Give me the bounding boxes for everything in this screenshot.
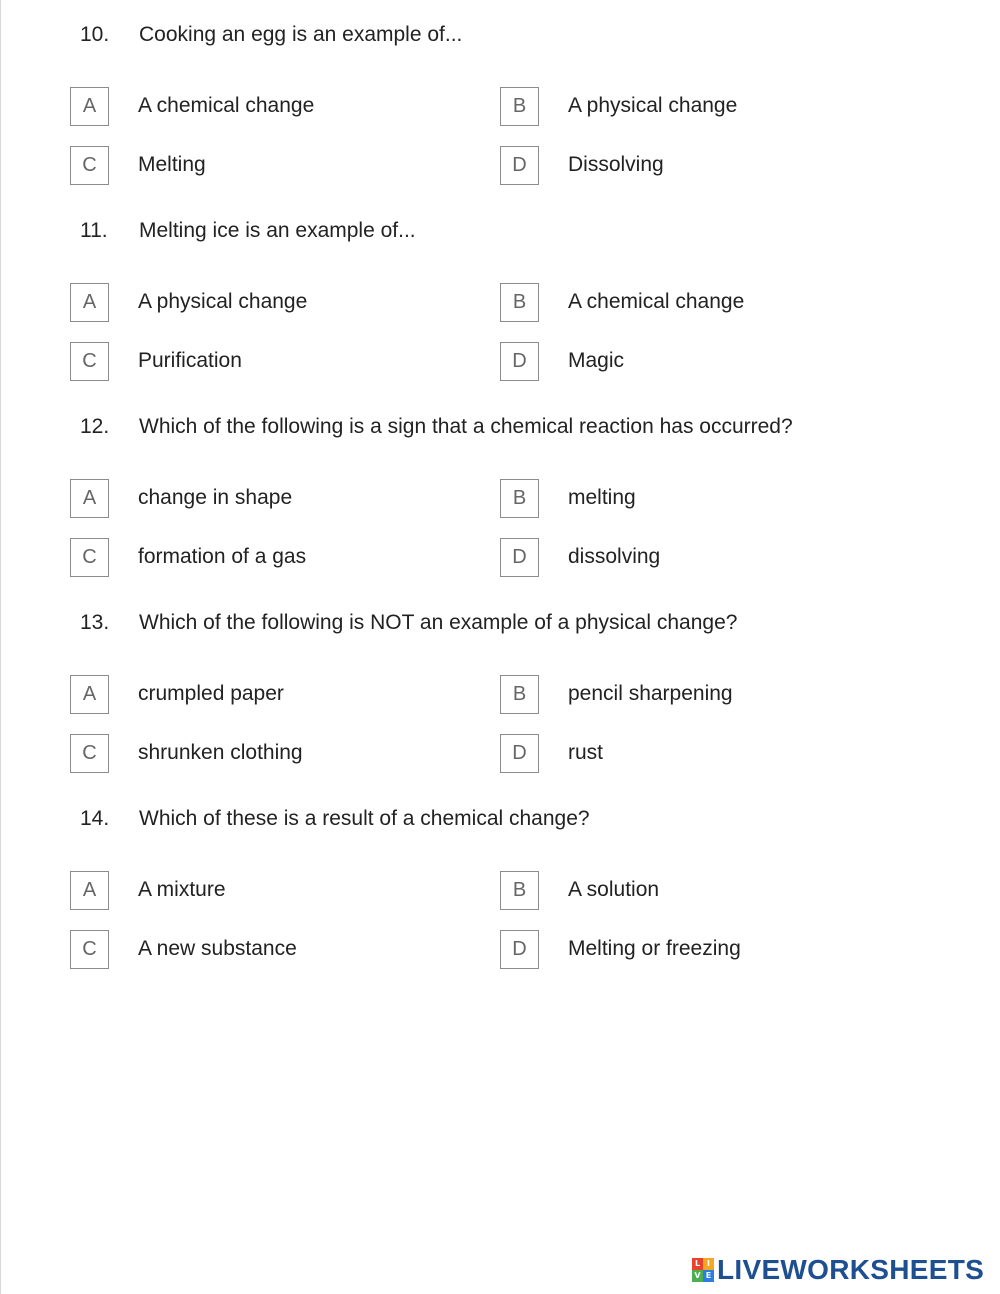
question-block [0, 0, 1000, 196]
question-number: 11. [80, 219, 108, 242]
answer-option [70, 930, 490, 970]
answer-option-text: pencil sharpening [568, 682, 733, 705]
answer-option-text: melting [568, 486, 636, 509]
answer-option-text: Dissolving [568, 153, 664, 176]
answer-option [70, 734, 490, 774]
answer-option [500, 87, 920, 127]
logo-mark-cell: V [692, 1270, 703, 1282]
question-number: 13. [80, 611, 110, 634]
answer-option [500, 538, 920, 578]
answer-option-text: A mixture [138, 878, 226, 901]
answer-choice-box[interactable]: C [70, 930, 109, 969]
answer-option [500, 146, 920, 186]
answer-option-text: dissolving [568, 545, 661, 568]
answer-option-text: A physical change [568, 94, 738, 117]
answer-choice-box[interactable]: A [70, 87, 109, 126]
answer-option [70, 146, 490, 186]
answer-choice-box[interactable]: C [70, 538, 109, 577]
question-number: 10. [80, 23, 110, 46]
answer-choice-box[interactable]: B [500, 871, 539, 910]
question-block [0, 392, 1000, 588]
question-number: 12. [80, 415, 110, 438]
answer-option-text: Purification [138, 349, 242, 372]
answer-choice-box[interactable]: B [500, 283, 539, 322]
answer-option-text: A chemical change [138, 94, 315, 117]
answer-choice-box[interactable]: D [500, 734, 539, 773]
answer-choice-box[interactable]: C [70, 734, 109, 773]
answer-choice-box[interactable]: C [70, 146, 109, 185]
answer-option-text: crumpled paper [138, 682, 284, 705]
liveworksheets-logo-mark [692, 1258, 714, 1282]
answer-option-text: A solution [568, 878, 660, 901]
liveworksheets-logo [692, 1254, 984, 1286]
question-block [0, 784, 1000, 980]
answer-option-text: A chemical change [568, 290, 745, 313]
answer-option-text: A physical change [138, 290, 308, 313]
answer-choice-box[interactable]: D [500, 342, 539, 381]
logo-mark-cell: E [703, 1270, 714, 1282]
answer-option [70, 87, 490, 127]
answer-choice-box[interactable]: D [500, 930, 539, 969]
answer-choice-box[interactable]: A [70, 479, 109, 518]
answer-option [70, 283, 490, 323]
answer-option [500, 479, 920, 519]
logo-mark-cell: L [692, 1258, 703, 1270]
answer-option-text: Magic [568, 349, 625, 372]
answer-choice-box[interactable]: A [70, 675, 109, 714]
answer-option-text: change in shape [138, 486, 293, 509]
answer-option [500, 930, 920, 970]
answer-option-text: Melting or freezing [568, 937, 741, 960]
answer-choice-box[interactable]: B [500, 87, 539, 126]
question-text: Which of the following is NOT an example of a physical change? [139, 611, 738, 634]
answer-option [500, 871, 920, 911]
question-block [0, 196, 1000, 392]
answer-choice-box[interactable]: D [500, 538, 539, 577]
question-block [0, 588, 1000, 784]
answer-choice-box[interactable]: B [500, 675, 539, 714]
answer-choice-box[interactable]: B [500, 479, 539, 518]
answer-option-text: shrunken clothing [138, 741, 303, 764]
logo-mark-cell: I [703, 1258, 714, 1270]
answer-option [70, 538, 490, 578]
answer-option [500, 734, 920, 774]
question-text: Which of the following is a sign that a chemical reaction has occurred? [139, 415, 793, 438]
liveworksheets-logo-text: LIVEWORKSHEETS [717, 1254, 985, 1285]
answer-choice-box[interactable]: C [70, 342, 109, 381]
answer-choice-box[interactable]: D [500, 146, 539, 185]
answer-option [70, 479, 490, 519]
answer-option [70, 871, 490, 911]
question-text: Cooking an egg is an example of... [139, 23, 463, 46]
answer-choice-box[interactable]: A [70, 871, 109, 910]
answer-option-text: A new substance [138, 937, 297, 960]
answer-option-text: Melting [138, 153, 206, 176]
question-number: 14. [80, 807, 110, 830]
answer-choice-box[interactable]: A [70, 283, 109, 322]
answer-option [500, 675, 920, 715]
answer-option [70, 675, 490, 715]
question-text: Which of these is a result of a chemical change? [139, 807, 590, 830]
answer-option-text: formation of a gas [138, 545, 307, 568]
answer-option [500, 283, 920, 323]
question-text: Melting ice is an example of... [139, 219, 416, 242]
answer-option-text: rust [568, 741, 604, 764]
answer-option [500, 342, 920, 382]
answer-option [70, 342, 490, 382]
